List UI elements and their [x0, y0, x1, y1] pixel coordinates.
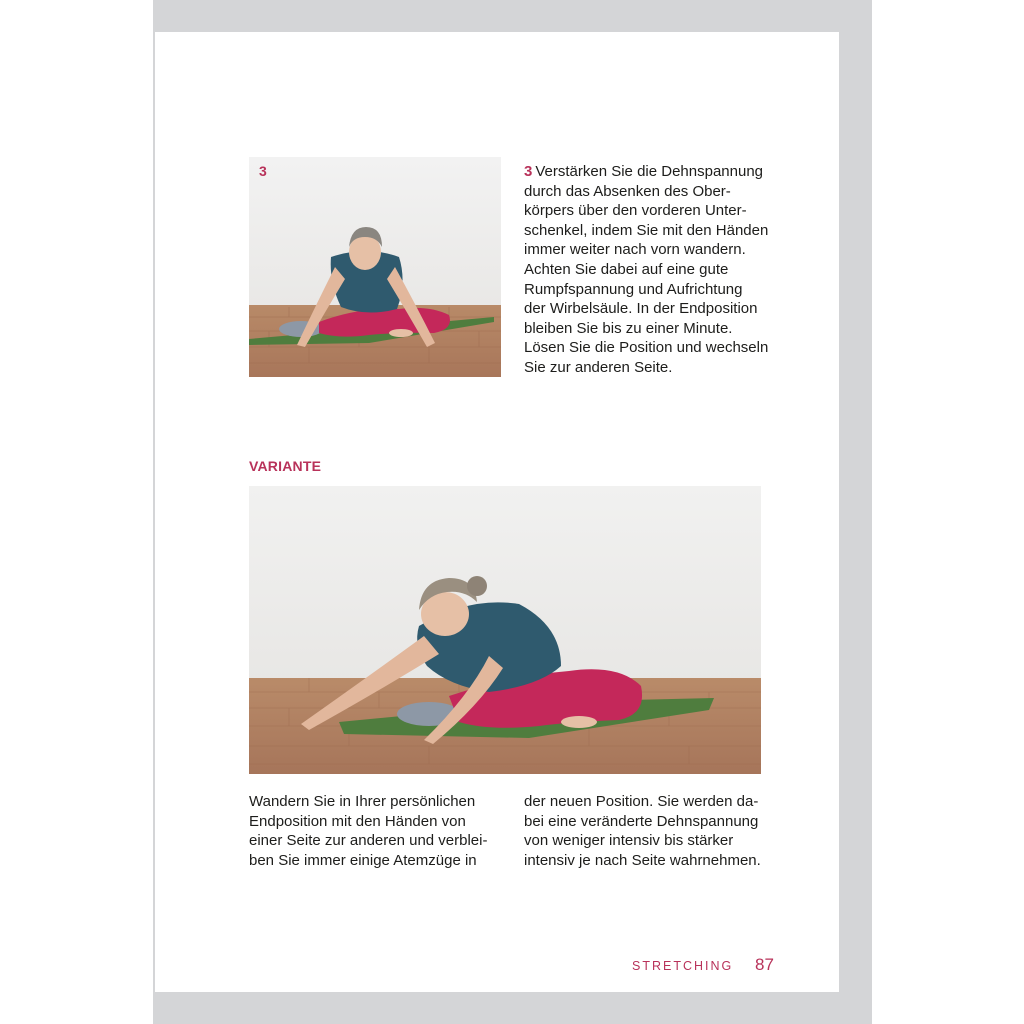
step-3-line	[524, 162, 789, 182]
step-3-text	[524, 162, 789, 378]
variante-line: Endposition mit den Händen von	[249, 812, 466, 830]
step-3-line: körpers über den vorderen Unter-	[524, 202, 747, 220]
step-3-line: durch das Absenken des Ober-	[524, 182, 731, 200]
variante-text-left	[249, 792, 499, 870]
step-3-line: Rumpfspannung und Aufrichtung	[524, 280, 743, 298]
variante-line: ben Sie immer einige Atemzüge in	[249, 851, 477, 869]
variante-line: von weniger intensiv bis stärker	[524, 832, 734, 850]
step-3-line: immer weiter nach vorn wandern.	[524, 241, 746, 259]
book-page	[155, 32, 839, 992]
exercise-photo-variante	[249, 486, 761, 774]
exercise-photo-step-3	[249, 157, 501, 377]
photo-illustration	[249, 486, 761, 774]
variante-heading: VARIANTE	[249, 458, 322, 474]
step-3-line: Sie zur anderen Seite.	[524, 358, 673, 376]
variante-line: einer Seite zur anderen und verblei-	[249, 832, 488, 850]
step-3-line: Achten Sie dabei auf eine gute	[524, 260, 729, 278]
photo-step-label: 3	[259, 163, 267, 179]
variante-line: bei eine veränderte Dehnspannung	[524, 812, 759, 830]
variante-text-right	[524, 792, 789, 870]
variante-line: Wandern Sie in Ihrer persönlichen	[249, 793, 476, 810]
step-3-line: bleiben Sie bis zu einer Minute.	[524, 319, 733, 337]
step-3-line: der Wirbelsäule. In der Endposition	[524, 300, 758, 318]
step-line-text: Verstärken Sie die Dehnspannung	[535, 163, 764, 180]
variante-line: intensiv je nach Seite wahrnehmen.	[524, 851, 761, 869]
step-number: 3	[524, 163, 533, 180]
running-footer-section: STRETCHING	[632, 959, 734, 973]
page-number: 87	[755, 955, 774, 974]
variante-line: der neuen Position. Sie werden da-	[524, 793, 759, 810]
step-3-line: schenkel, indem Sie mit den Händen	[524, 221, 769, 239]
step-3-line: Lösen Sie die Position und wechseln	[524, 339, 769, 357]
photo-illustration	[249, 157, 501, 377]
